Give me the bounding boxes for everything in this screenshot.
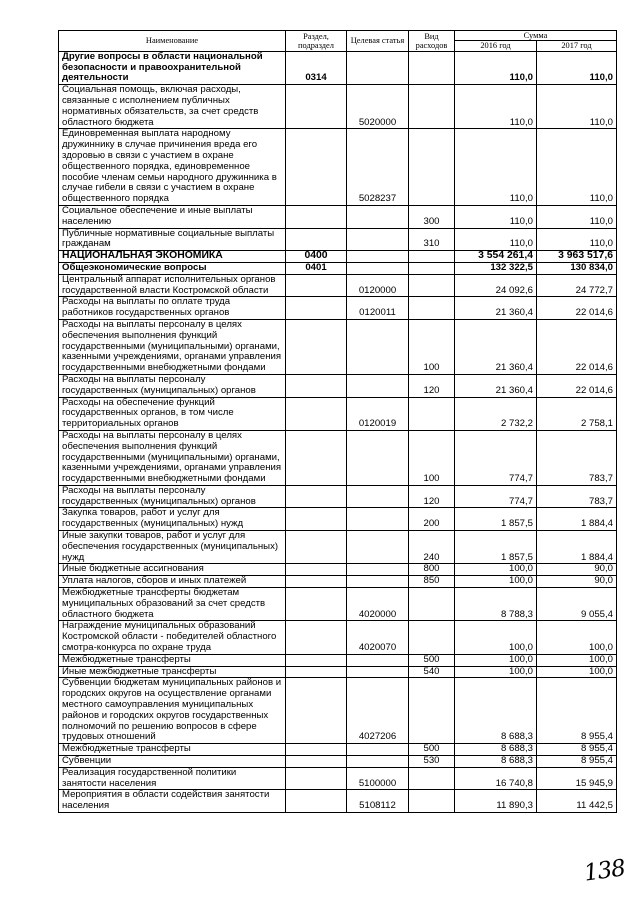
cell-vid: 540 [409, 666, 455, 678]
cell-target: 0120000 [347, 274, 409, 297]
cell-y2017: 110,0 [537, 85, 617, 129]
cell-y2016: 21 360,4 [455, 319, 537, 374]
cell-section [286, 228, 347, 251]
cell-name: Межбюджетные трансферты бюджетам муниципальных образований за счет средств областного бюджета [59, 588, 286, 621]
cell-section [286, 576, 347, 588]
cell-name: Социальная помощь, включая расходы, связанные с исполнением публичных нормативных обязательств, за счет средств областного бюджета [59, 85, 286, 129]
cell-section [286, 654, 347, 666]
cell-y2017: 8 955,4 [537, 756, 617, 768]
table-row [59, 531, 617, 564]
cell-vid: 200 [409, 508, 455, 531]
cell-name: Расходы на выплаты персоналу в целях обеспечения выполнения функций государственными (муниципальными) органами, казенными учреждениями, органами управления государственными внебюджетными фондами [59, 430, 286, 485]
cell-target [347, 51, 409, 84]
cell-y2016: 100,0 [455, 621, 537, 654]
cell-y2016: 774,7 [455, 485, 537, 508]
cell-section [286, 85, 347, 129]
table-row [59, 744, 617, 756]
cell-target [347, 576, 409, 588]
cell-section [286, 767, 347, 790]
table-row [59, 374, 617, 397]
cell-vid: 500 [409, 744, 455, 756]
cell-name: Межбюджетные трансферты [59, 744, 286, 756]
cell-target: 5108112 [347, 790, 409, 813]
cell-y2017: 90,0 [537, 576, 617, 588]
cell-name: Реализация государственной политики занятости населения [59, 767, 286, 790]
cell-section [286, 790, 347, 813]
table-row [59, 297, 617, 320]
cell-section [286, 205, 347, 228]
cell-vid [409, 274, 455, 297]
cell-vid [409, 621, 455, 654]
cell-y2017: 783,7 [537, 430, 617, 485]
table-row [59, 756, 617, 768]
table-row [59, 262, 617, 274]
cell-section [286, 531, 347, 564]
cell-target [347, 744, 409, 756]
table-row [59, 430, 617, 485]
cell-y2016: 100,0 [455, 666, 537, 678]
cell-target: 5028237 [347, 129, 409, 206]
cell-vid [409, 678, 455, 744]
cell-y2017: 22 014,6 [537, 297, 617, 320]
cell-vid [409, 588, 455, 621]
table-row [59, 678, 617, 744]
cell-y2017: 1 884,4 [537, 531, 617, 564]
cell-vid: 120 [409, 374, 455, 397]
cell-target: 4020070 [347, 621, 409, 654]
table-row [59, 319, 617, 374]
cell-name: Общеэкономические вопросы [59, 262, 286, 274]
table-row [59, 621, 617, 654]
header-name: Наименование [59, 31, 286, 52]
cell-y2017: 130 834,0 [537, 262, 617, 274]
cell-vid [409, 397, 455, 430]
cell-section [286, 485, 347, 508]
table-row [59, 274, 617, 297]
table-row [59, 767, 617, 790]
cell-y2016: 110,0 [455, 51, 537, 84]
cell-name: Награждение муниципальных образований Костромской области - победителей областного смотра-конкурса по охране труда [59, 621, 286, 654]
cell-y2016: 8 688,3 [455, 756, 537, 768]
cell-target [347, 564, 409, 576]
cell-y2016: 100,0 [455, 576, 537, 588]
cell-y2017: 100,0 [537, 666, 617, 678]
cell-vid [409, 790, 455, 813]
cell-section [286, 588, 347, 621]
page-number: 138 [582, 855, 627, 887]
table-row [59, 251, 617, 263]
cell-target [347, 205, 409, 228]
cell-y2017: 110,0 [537, 205, 617, 228]
cell-vid: 530 [409, 756, 455, 768]
cell-target [347, 228, 409, 251]
cell-target [347, 654, 409, 666]
table-row [59, 508, 617, 531]
cell-section [286, 744, 347, 756]
cell-vid [409, 297, 455, 320]
cell-name: Иные межбюджетные трансферты [59, 666, 286, 678]
table-row [59, 564, 617, 576]
cell-section [286, 621, 347, 654]
cell-y2017: 11 442,5 [537, 790, 617, 813]
cell-y2016: 100,0 [455, 564, 537, 576]
cell-name: Закупка товаров, работ и услуг для государственных (муниципальных) нужд [59, 508, 286, 531]
cell-y2016: 11 890,3 [455, 790, 537, 813]
cell-name: Расходы на обеспечение функций государственных органов, в том числе территориальных органов [59, 397, 286, 430]
cell-y2017: 8 955,4 [537, 744, 617, 756]
table-row [59, 228, 617, 251]
cell-name: Иные бюджетные ассигнования [59, 564, 286, 576]
cell-name: НАЦИОНАЛЬНАЯ ЭКОНОМИКА [59, 251, 286, 263]
cell-y2016: 110,0 [455, 85, 537, 129]
cell-name: Иные закупки товаров, работ и услуг для обеспечения государственных (муниципальных) нужд [59, 531, 286, 564]
cell-y2016: 100,0 [455, 654, 537, 666]
cell-vid [409, 767, 455, 790]
table-row [59, 588, 617, 621]
cell-section [286, 397, 347, 430]
cell-name: Расходы на выплаты персоналу государственных (муниципальных) органов [59, 374, 286, 397]
cell-name: Межбюджетные трансферты [59, 654, 286, 666]
cell-y2016: 2 732,2 [455, 397, 537, 430]
table-row [59, 654, 617, 666]
cell-target [347, 485, 409, 508]
cell-y2017: 100,0 [537, 621, 617, 654]
cell-y2017: 3 963 517,6 [537, 251, 617, 263]
cell-vid: 310 [409, 228, 455, 251]
header-year-2016: 2016 год [455, 41, 537, 51]
cell-y2016: 1 857,5 [455, 508, 537, 531]
cell-vid: 100 [409, 319, 455, 374]
cell-vid: 240 [409, 531, 455, 564]
cell-section [286, 374, 347, 397]
cell-target [347, 430, 409, 485]
cell-section: 0401 [286, 262, 347, 274]
cell-target [347, 374, 409, 397]
cell-target: 5020000 [347, 85, 409, 129]
cell-y2017: 2 758,1 [537, 397, 617, 430]
cell-y2017: 1 884,4 [537, 508, 617, 531]
cell-vid [409, 85, 455, 129]
cell-name: Расходы на выплаты персоналу государственных (муниципальных) органов [59, 485, 286, 508]
cell-name: Единовременная выплата народному дружиннику в случае причинения вреда его здоровью в связи с участием в охране общественного порядка, единовременное пособие членам семьи народного дружинника в случае гибели в связи с участием в охране общественного порядка [59, 129, 286, 206]
header-target: Целевая статья [347, 31, 409, 52]
cell-name: Другие вопросы в области национальной безопасности и правоохранительной деятельности [59, 51, 286, 84]
cell-y2017: 783,7 [537, 485, 617, 508]
cell-name: Расходы на выплаты по оплате труда работников государственных органов [59, 297, 286, 320]
cell-section [286, 756, 347, 768]
cell-vid: 300 [409, 205, 455, 228]
cell-target: 5100000 [347, 767, 409, 790]
cell-y2017: 24 772,7 [537, 274, 617, 297]
cell-section: 0314 [286, 51, 347, 84]
cell-section [286, 508, 347, 531]
cell-section [286, 274, 347, 297]
cell-y2016: 110,0 [455, 205, 537, 228]
cell-y2016: 110,0 [455, 228, 537, 251]
table-row [59, 205, 617, 228]
cell-target [347, 319, 409, 374]
cell-y2017: 22 014,6 [537, 319, 617, 374]
cell-target [347, 508, 409, 531]
header-section: Раздел, подраздел [286, 31, 347, 52]
cell-section: 0400 [286, 251, 347, 263]
cell-target [347, 262, 409, 274]
cell-y2016: 3 554 261,4 [455, 251, 537, 263]
cell-section [286, 678, 347, 744]
table-row [59, 576, 617, 588]
cell-vid: 120 [409, 485, 455, 508]
cell-y2016: 132 322,5 [455, 262, 537, 274]
cell-target: 0120011 [347, 297, 409, 320]
table-row [59, 790, 617, 813]
cell-y2016: 8 688,3 [455, 678, 537, 744]
cell-section [286, 564, 347, 576]
cell-y2016: 16 740,8 [455, 767, 537, 790]
header-year-2017: 2017 год [537, 41, 617, 51]
cell-section [286, 430, 347, 485]
cell-vid: 100 [409, 430, 455, 485]
cell-name: Субвенции бюджетам муниципальных районов и городских округов на осуществление органами местного самоуправления муниципальных районов и городских округов государственных полномочий по решению вопросов в сфере трудовых отношений [59, 678, 286, 744]
cell-y2017: 22 014,6 [537, 374, 617, 397]
cell-vid: 500 [409, 654, 455, 666]
cell-target [347, 756, 409, 768]
table-row [59, 485, 617, 508]
cell-y2016: 21 360,4 [455, 374, 537, 397]
budget-table [58, 30, 617, 813]
cell-y2017: 100,0 [537, 654, 617, 666]
cell-name: Субвенции [59, 756, 286, 768]
cell-name: Расходы на выплаты персоналу в целях обеспечения выполнения функций государственными (муниципальными) органами, казенными учреждениями, органами управления государственными внебюджетными фондами [59, 319, 286, 374]
cell-name: Мероприятия в области содействия занятости населения [59, 790, 286, 813]
cell-section [286, 129, 347, 206]
cell-target [347, 531, 409, 564]
cell-y2016: 21 360,4 [455, 297, 537, 320]
header-expense-type: Вид расходов [409, 31, 455, 52]
cell-y2017: 90,0 [537, 564, 617, 576]
cell-name: Уплата налогов, сборов и иных платежей [59, 576, 286, 588]
cell-vid [409, 129, 455, 206]
cell-name: Центральный аппарат исполнительных органов государственной власти Костромской области [59, 274, 286, 297]
cell-vid [409, 51, 455, 84]
table-row [59, 397, 617, 430]
cell-y2016: 774,7 [455, 430, 537, 485]
cell-target: 4020000 [347, 588, 409, 621]
cell-name: Социальное обеспечение и иные выплаты населению [59, 205, 286, 228]
cell-section [286, 666, 347, 678]
table-row [59, 666, 617, 678]
cell-name: Публичные нормативные социальные выплаты гражданам [59, 228, 286, 251]
cell-y2016: 110,0 [455, 129, 537, 206]
cell-section [286, 297, 347, 320]
cell-y2017: 110,0 [537, 129, 617, 206]
header-sum: Сумма [455, 31, 617, 41]
table-row [59, 85, 617, 129]
cell-target [347, 251, 409, 263]
table-row [59, 129, 617, 206]
cell-y2016: 8 688,3 [455, 744, 537, 756]
cell-y2017: 9 055,4 [537, 588, 617, 621]
cell-vid [409, 251, 455, 263]
cell-y2017: 110,0 [537, 51, 617, 84]
cell-target: 0120019 [347, 397, 409, 430]
cell-target [347, 666, 409, 678]
table-body [59, 51, 617, 812]
cell-vid [409, 262, 455, 274]
cell-y2016: 8 788,3 [455, 588, 537, 621]
cell-target: 4027206 [347, 678, 409, 744]
cell-y2017: 8 955,4 [537, 678, 617, 744]
cell-y2016: 24 092,6 [455, 274, 537, 297]
cell-y2017: 15 945,9 [537, 767, 617, 790]
cell-section [286, 319, 347, 374]
cell-y2017: 110,0 [537, 228, 617, 251]
table-row [59, 51, 617, 84]
cell-vid: 850 [409, 576, 455, 588]
cell-y2016: 1 857,5 [455, 531, 537, 564]
cell-vid: 800 [409, 564, 455, 576]
